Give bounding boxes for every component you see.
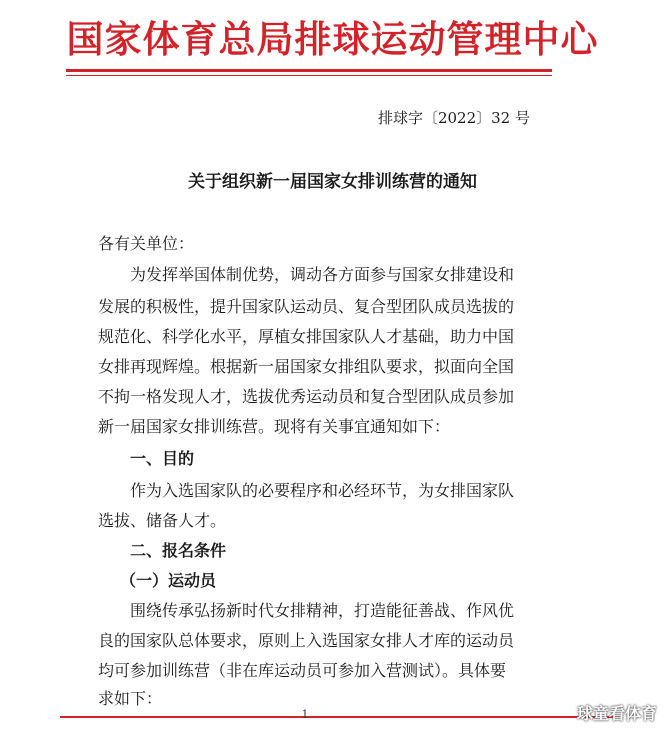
header-rule-thick <box>66 69 552 72</box>
header-rule-thin <box>66 75 552 76</box>
salutation: 各有关单位： <box>98 234 195 253</box>
section1-line: 选拔、储备人才。 <box>98 511 227 530</box>
sub1-line: 良的国家队总体要求，原则上入选国家女排人才库的运动员 <box>98 631 515 650</box>
page-number: 1 <box>301 708 309 721</box>
section-heading-purpose: 一、目的 <box>130 449 195 468</box>
document-number: 排球字〔2022〕32 号 <box>377 109 530 127</box>
footer-rule <box>60 716 620 718</box>
sub1-line: 均可参加训练营（非在库运动员可参加入营测试）。具体要 <box>98 661 507 680</box>
intro-line: 新一届国家女排训练营。现将有关事宜通知如下： <box>98 417 451 436</box>
intro-line: 发展的积极性，提升国家队运动员、复合型团队成员选拔的 <box>98 297 515 316</box>
org-header-title: 国家体育总局排球运动管理中心 <box>66 17 599 61</box>
intro-line: 为发挥举国体制优势，调动各方面参与国家女排建设和 <box>130 265 515 284</box>
intro-line: 规范化、科学化水平，厚植女排国家队人才基础，助力中国 <box>98 327 515 346</box>
intro-line: 女排再现辉煌。根据新一届国家女排组队要求，拟面向全国 <box>98 357 515 376</box>
intro-line: 不拘一格发现人才，选拔优秀运动员和复合型团队成员参加 <box>98 387 515 406</box>
section1-line: 作为入选国家队的必要程序和必经环节，为女排国家队 <box>130 481 515 500</box>
sub1-line: 求如下： <box>98 689 163 708</box>
section-heading-registration: 二、报名条件 <box>130 541 227 560</box>
sub1-line: 围绕传承弘扬新时代女排精神，打造能征善战、作风优 <box>130 601 515 620</box>
subsection-heading-athletes: （一）运动员 <box>120 571 217 590</box>
watermark: 球童看体育 <box>576 704 657 723</box>
document-title: 关于组织新一届国家女排训练营的通知 <box>188 172 477 192</box>
